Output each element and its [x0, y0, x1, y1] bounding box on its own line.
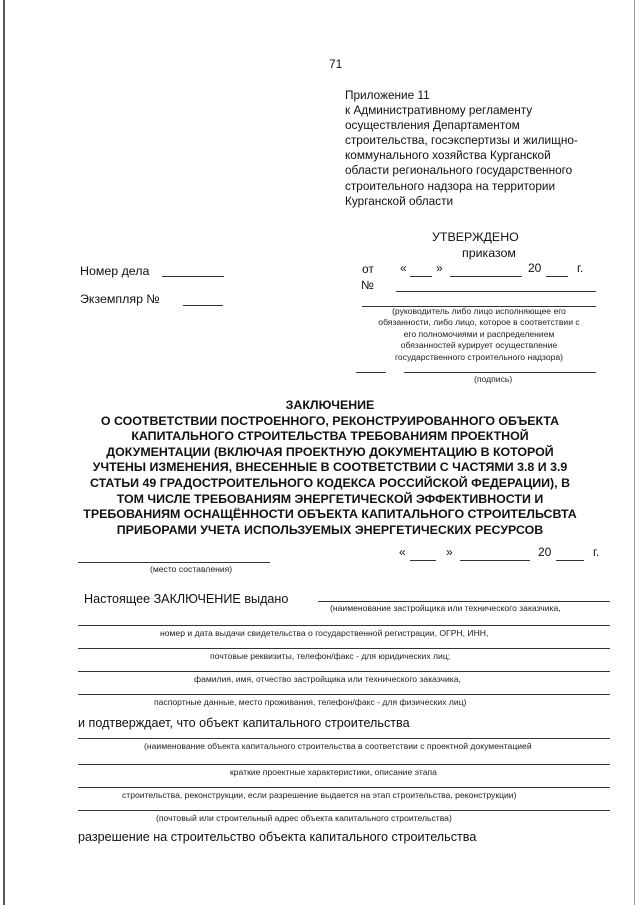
- appendix-line: строительства, госэкспертизы и жилищно-: [345, 133, 578, 148]
- confirms-field-1[interactable]: [78, 738, 610, 739]
- place-hint: (место составления): [150, 564, 233, 574]
- issued-hint-3: почтовые реквизиты, телефон/факс - для юридических лиц;: [210, 651, 451, 661]
- case-number-label: Номер дела: [80, 264, 150, 278]
- head-hint-line: его полномочиями и распределением: [403, 328, 555, 339]
- date-day-field[interactable]: [410, 560, 436, 561]
- date-year-suffix: г.: [593, 545, 600, 559]
- date-year-prefix: 20: [538, 545, 552, 559]
- issued-field-4[interactable]: [78, 671, 610, 672]
- appendix-line: осуществления Департаментом: [345, 118, 520, 133]
- confirms-field-3[interactable]: [78, 787, 610, 788]
- appendix-block: [345, 88, 605, 209]
- approved-from-label: от: [362, 262, 374, 276]
- copy-number-field[interactable]: [183, 305, 223, 306]
- page-number: 71: [329, 57, 343, 71]
- date-quote-open: «: [399, 545, 406, 559]
- approved-number-label: №: [361, 278, 374, 292]
- date-quote-close: »: [446, 545, 453, 559]
- conclusion-title: [70, 398, 590, 538]
- appendix-line: к Административному регламенту: [345, 103, 533, 118]
- approved-number-field[interactable]: [396, 291, 596, 292]
- confirms-label: и подтверждает, что объект капитального строительства: [78, 716, 410, 730]
- head-hint-line: обязанности, либо лицо, которое в соответствии с: [378, 317, 580, 328]
- approved-quote-close: »: [436, 261, 443, 275]
- conclusion-title-line: ДОКУМЕНТАЦИИ (ВКЛЮЧАЯ ПРОЕКТНУЮ ДОКУМЕНТАЦИЮ В КОТОРОЙ: [106, 444, 554, 459]
- appendix-line: Курганской области: [345, 193, 454, 208]
- signature-hint: (подпись): [474, 374, 513, 384]
- case-number-field[interactable]: [162, 276, 224, 277]
- confirms-hint-4: (почтовый или строительный адрес объекта капитального строительства): [156, 813, 452, 823]
- approved-month-field[interactable]: [450, 276, 522, 277]
- confirms-hint-3: строительства, реконструкции, если разрешение выдается на этап строительства, реконструкции): [122, 790, 517, 800]
- date-year-field[interactable]: [556, 560, 584, 561]
- issued-field-3[interactable]: [78, 648, 610, 649]
- appendix-line: Приложение 11: [345, 88, 430, 102]
- confirms-hint-2: краткие проектные характеристики, описание этапа: [230, 767, 437, 777]
- approved-day-field[interactable]: [410, 276, 432, 277]
- issued-hint-4: фамилия, имя, отчество застройщика или технического заказчика,: [194, 674, 461, 684]
- scan-edge-right: [634, 0, 635, 905]
- head-hint-line: обязанностей курирует осуществление: [400, 340, 558, 351]
- approved-quote-open: «: [400, 261, 407, 275]
- issued-label: Настоящее ЗАКЛЮЧЕНИЕ выдано: [84, 592, 289, 606]
- conclusion-title-line: О СООТВЕТСТВИИ ПОСТРОЕННОГО, РЕКОНСТРУИРОВАННОГО ОБЪЕКТА: [100, 413, 560, 428]
- appendix-line: строительного надзора на территории: [345, 178, 556, 193]
- date-month-field[interactable]: [460, 560, 530, 561]
- copy-label: Экземпляр №: [80, 292, 160, 306]
- place-field[interactable]: [78, 562, 270, 563]
- conclusion-title-line: ТОМ ЧИСЛЕ ТРЕБОВАНИЯМ ЭНЕРГЕТИЧЕСКОЙ ЭФФЕКТИВНОСТИ И: [116, 491, 544, 506]
- approved-year-suffix: г.: [577, 261, 584, 275]
- appendix-line: коммунального хозяйства Курганской: [345, 148, 551, 163]
- issued-field-5[interactable]: [78, 694, 610, 695]
- approved-order: приказом: [462, 246, 516, 260]
- head-hint-line: государственного строительного надзора): [394, 351, 564, 362]
- appendix-line: области регионального государственного: [345, 163, 573, 178]
- head-hint: [362, 306, 596, 363]
- conclusion-title-line: ТРЕБОВАНИЯМ ОСНАЩЁННОСТИ ОБЪЕКТА КАПИТАЛЬНОГО СТРОИТЕЛЬСВТА: [83, 507, 577, 522]
- confirms-field-4[interactable]: [78, 810, 610, 811]
- conclusion-heading: ЗАКЛЮЧЕНИЕ: [285, 398, 375, 412]
- signature-field[interactable]: [404, 372, 596, 373]
- approved-title: УТВЕРЖДЕНО: [432, 230, 519, 244]
- permit-label: разрешение на строительство объекта капитального строительства: [78, 830, 477, 844]
- issued-field-2[interactable]: [78, 625, 610, 626]
- head-hint-line: (руководитель либо лицо исполняющее его: [392, 306, 566, 316]
- issued-hint-2: номер и дата выдачи свидетельства о государственной регистрации, ОГРН, ИНН,: [160, 628, 489, 638]
- confirms-hint-1: (наименование объекта капитального строительства в соответствии с проектной документацией: [144, 741, 532, 751]
- approved-year-field[interactable]: [546, 276, 568, 277]
- signature-short-field[interactable]: [356, 372, 386, 373]
- issued-hint-1: (наименование застройщика или технического заказчика,: [330, 603, 561, 613]
- conclusion-title-line: КАПИТАЛЬНОГО СТРОИТЕЛЬСТВА ТРЕБОВАНИЯМ ПРОЕКТНОЙ: [131, 429, 529, 444]
- scan-edge-left: [3, 0, 5, 905]
- confirms-field-2[interactable]: [78, 764, 610, 765]
- approved-year-prefix: 20: [528, 261, 542, 275]
- issued-hint-5: паспортные данные, место проживания, телефон/факс - для физических лиц): [154, 697, 467, 707]
- issued-field-1[interactable]: [318, 601, 610, 602]
- conclusion-title-line: УЧТЕНЫ ИЗМЕНЕНИЯ, ВНЕСЕННЫЕ В СООТВЕТСТВИИ С ЧАСТЯМИ 3.8 И 3.9: [92, 460, 568, 475]
- conclusion-title-line: ПРИБОРАМИ УЧЕТА ИСПОЛЬЗУЕМЫХ ЭНЕРГЕТИЧЕСКИХ РЕСУРСОВ: [116, 522, 544, 537]
- conclusion-title-line: СТАТЬИ 49 ГРАДОСТРОИТЕЛЬНОГО КОДЕКСА РОССИЙСКОЙ ФЕДЕРАЦИИ), В: [89, 475, 571, 490]
